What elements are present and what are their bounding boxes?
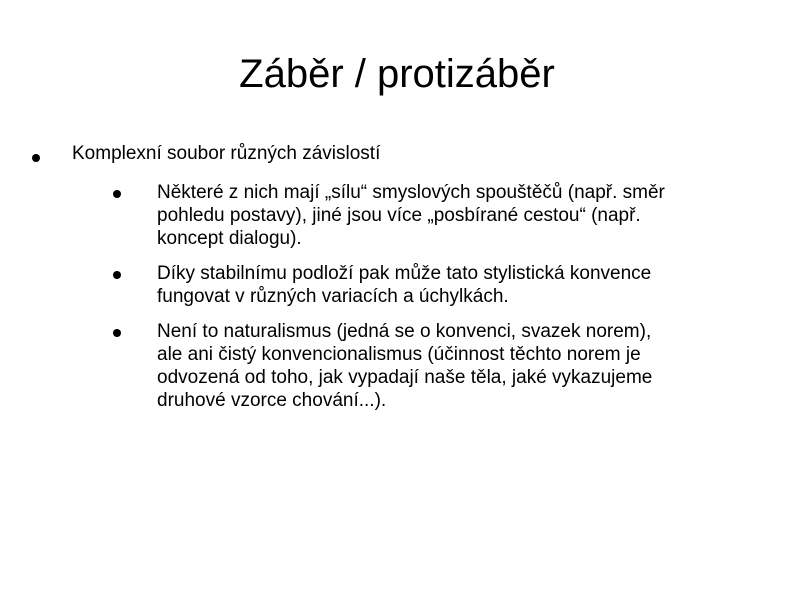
sub-bullet-item: [113, 320, 753, 412]
sub-bullet-list: [113, 181, 753, 424]
text-line: koncept dialogu).: [157, 228, 302, 249]
text-line: pohledu postavy), jiné jsou více „posbírané cestou“ (např.: [157, 205, 641, 226]
sub-bullet-text: [157, 320, 753, 412]
text-line: Díky stabilnímu podloží pak může tato stylistická konvence: [157, 263, 652, 284]
sub-bullet-item: [113, 262, 753, 308]
text-line: Není to naturalismus (jedná se o konvenci, svazek norem),: [157, 321, 652, 342]
bullet-dot-icon: [113, 329, 121, 337]
text-line: ale ani čistý konvencionalismus (účinnost těchto norem je: [157, 344, 641, 365]
sub-bullet-item: [113, 181, 753, 250]
text-line: odvozená od toho, jak vypadají naše těla, jaké vykazujeme: [157, 367, 653, 388]
sub-bullet-text: [157, 262, 753, 308]
sub-bullet-text: [157, 181, 753, 250]
bullet-dot-icon: [113, 271, 121, 279]
bullet-text: Komplexní soubor různých závislostí: [72, 143, 381, 164]
text-line: Některé z nich mají „sílu“ smyslových spouštěčů (např. směr: [157, 182, 665, 203]
text-line: fungovat v různých variacích a úchylkách.: [157, 286, 509, 307]
slide-title: Záběr / protizáběr: [239, 52, 555, 96]
bullet-dot-icon: [113, 190, 121, 198]
bullet-dot-icon: [32, 154, 40, 162]
text-line: druhové vzorce chování...).: [157, 390, 387, 411]
